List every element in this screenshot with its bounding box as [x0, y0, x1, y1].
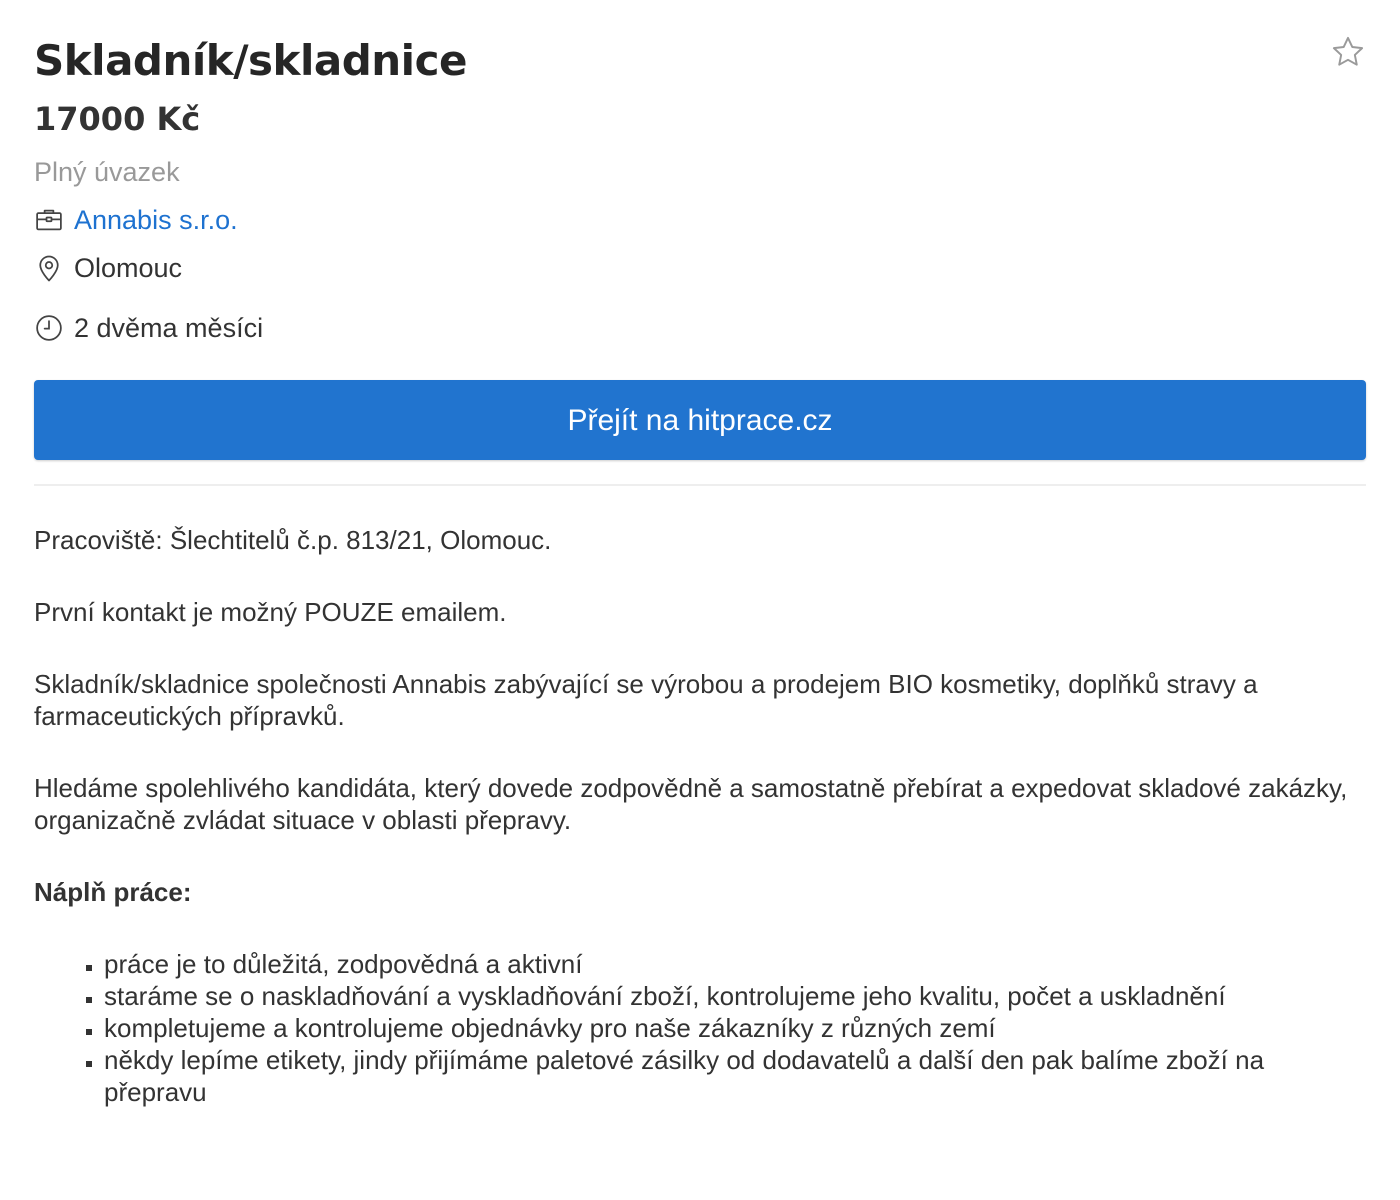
duties-heading: Náplň práce:	[34, 877, 192, 907]
job-title: Skladník/skladnice	[34, 36, 467, 85]
posted-text: 2 dvěma měsíci	[74, 313, 264, 343]
description-paragraph: Skladník/skladnice společnosti Annabis zabývající se výrobou a prodejem BIO kosmetiky, doplňků stravy a farmaceutických přípravků.	[34, 669, 1258, 731]
description-paragraph: Pracoviště: Šlechtitelů č.p. 813/21, Olomouc.	[34, 525, 552, 555]
list-item: ▪ práce je to důležitá, zodpovědná a aktivní	[104, 948, 1366, 980]
list-item: ▪ kompletujeme a kontrolujeme objednávky pro naše zákazníky z různých zemí	[104, 1012, 1366, 1044]
list-item: ▪ někdy lepíme etikety, jindy přijímáme paletové zásilky od dodavatelů a další den pak balíme zboží na přepravu	[104, 1044, 1366, 1108]
employment-type: Plný úvazek	[34, 157, 180, 187]
salary: 17000 Kč	[34, 100, 201, 138]
briefcase-icon	[34, 205, 64, 235]
list-item: ▪ staráme se o naskladňování a vyskladňování zboží, kontrolujeme jeho kvalitu, počet a uskladnění	[104, 980, 1366, 1012]
map-pin-icon	[34, 253, 64, 283]
duties-list	[34, 948, 1366, 1108]
company-row	[34, 202, 1366, 238]
company-link[interactable]: Annabis s.r.o.	[74, 205, 238, 235]
divider	[34, 484, 1366, 486]
location-row	[34, 250, 1366, 286]
description-paragraph: První kontakt je možný POUZE emailem.	[34, 597, 507, 627]
description-paragraph: Hledáme spolehlivého kandidáta, který dovede zodpovědně a samostatně přebírat a expedovat skladové zakázky, organizačně zvládat situace v oblasti přepravy.	[34, 773, 1348, 835]
location-text: Olomouc	[74, 253, 183, 283]
job-description	[34, 524, 1366, 1108]
clock-icon	[34, 313, 64, 343]
posted-row	[34, 310, 1366, 346]
apply-button[interactable]: Přejít na hitprace.cz	[34, 380, 1366, 460]
favorite-star-icon[interactable]	[1330, 34, 1366, 70]
